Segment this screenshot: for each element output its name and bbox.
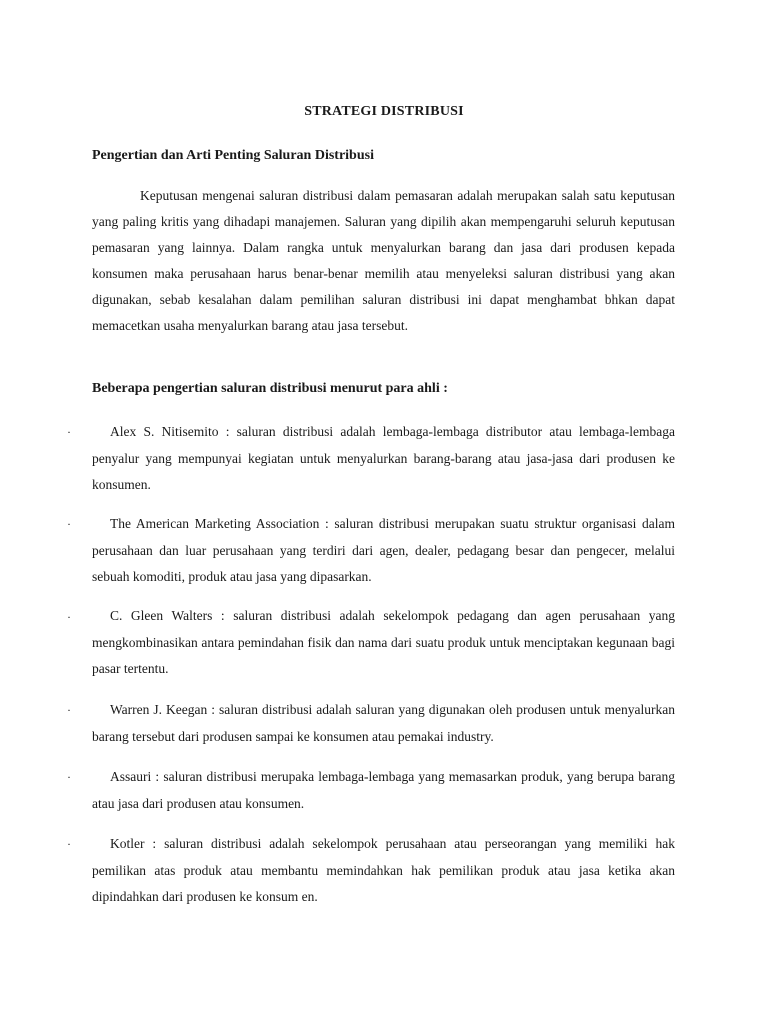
definition-item: Assauri : saluran distribusi merupaka lembaga-lembaga yang memasarkan produk, yang berupa barang atau jasa dari produsen atau konsumen. [92, 769, 675, 811]
bullet-icon: · [67, 610, 71, 624]
document-title: STRATEGI DISTRIBUSI [304, 104, 464, 119]
definition-item: The American Marketing Association : saluran distribusi merupakan suatu struktur organisasi dalam perusahaan dan luar perusahaan yang terdiri dari agen, dealer, pedagang besar dan pengecer, melalui sebuah komoditi, produk atau jasa yang dipasarkan. [92, 516, 675, 584]
intro-paragraph: Keputusan mengenai saluran distribusi dalam pemasaran adalah merupakan salah satu keputusan yang paling kritis yang dihadapi manajemen. Saluran yang dipilih akan mempengaruhi seluruh keputusan pemasaran yang lainnya. Dalam rangka untuk menyalurkan barang dan jasa dari produsen kepada konsumen maka perusahaan harus benar-benar memilih atau menyeleksi saluran distribusi yang akan digunakan, sebab kesalahan dalam pemilihan saluran distribusi ini dapat menghambat bhkan dapat memacetkan usaha menyalurkan barang atau jasa tersebut. [92, 188, 675, 333]
bullet-icon: · [67, 770, 71, 784]
bullet-icon: · [67, 837, 71, 851]
bullet-icon: · [67, 425, 71, 439]
definition-item: Warren J. Keegan : saluran distribusi adalah saluran yang digunakan oleh produsen untuk menyalurkan barang tersebut dari produsen sampai ke konsumen atau pemakai industry. [92, 702, 675, 744]
definition-item: C. Gleen Walters : saluran distribusi adalah sekelompok pedagang dan agen perusahaan yang mengkombinasikan antara pemindahan fisik dan nama dari suatu produk untuk menciptakan kegunaan bagi pasar tertentu. [92, 608, 675, 676]
section-heading: Pengertian dan Arti Penting Saluran Distribusi [92, 148, 374, 163]
bullet-icon: · [67, 703, 71, 717]
bullet-icon: · [67, 517, 71, 531]
definition-item: Kotler : saluran distribusi adalah sekelompok perusahaan atau perseorangan yang memiliki hak pemilikan atas produk atau membantu memindahkan hak pemilikan produk atau jasa ketika akan dipindahkan dari produsen ke konsum en. [92, 836, 675, 904]
definition-item: Alex S. Nitisemito : saluran distribusi adalah lembaga-lembaga distributor atau lembaga-lembaga penyalur yang mempunyai kegiatan untuk menyalurkan barang-barang atau jasa-jasa dari produsen ke konsumen. [92, 424, 675, 492]
experts-heading: Beberapa pengertian saluran distribusi menurut para ahli : [92, 381, 448, 396]
